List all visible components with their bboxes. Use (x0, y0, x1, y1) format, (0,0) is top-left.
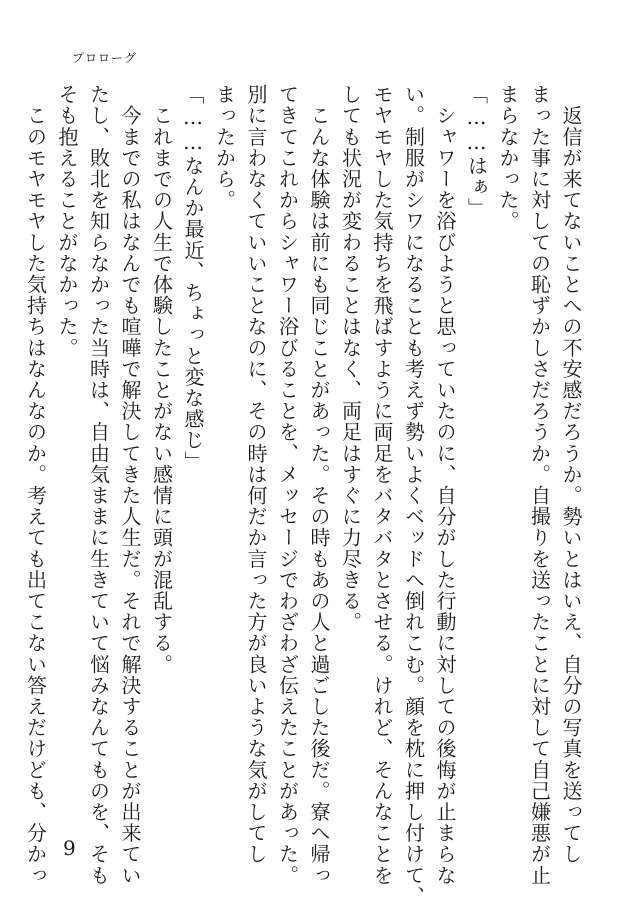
text-column: しても状況が変わることはなく、両足はすぐに力尽きる。 (338, 84, 363, 633)
text-column: これまでの人生で体験したことがない感情に頭が混乱する。 (149, 84, 174, 675)
text-column: たし、敗北を知らなかった当時は、自由気ままに生きていて悩みなんてものを、そも (86, 84, 111, 886)
text-column: シャワーを浴びようと思っていたのに、自分がした行動に対しての後悔が止まらな (433, 84, 457, 886)
text-column: モヤモヤした気持ちを飛ばすように両足をバタバタとさせる。けれど、そんなことを (370, 84, 394, 886)
vertical-body-text (23, 84, 586, 907)
page-number: 9 (63, 836, 76, 860)
text-column: 「……なんか最近、ちょっと変な感じ」 (181, 84, 205, 472)
running-head-title: プロローグ (72, 51, 138, 65)
text-column: そも抱えることがなかった。 (55, 84, 79, 359)
text-column: い。制服がシワになることも考えず勢いよくベッドへ倒れこむ。顔を枕に押し付けて、 (401, 84, 426, 907)
text-column: 返信が来てないことへの不安感だろうか。勢いとはいえ、自分の写真を送ってし (559, 84, 583, 865)
text-column: 別に言わなくていいことなのに、その時は何だか言った方が良いような気がしてし (244, 84, 268, 865)
text-column: まったから。 (212, 84, 237, 211)
text-column: こんな体験は前にも同じことがあった。その時もあの人と過ごした後だ。寮へ帰っ (307, 84, 331, 886)
text-column: まった事に対しての恥ずかしさだろうか。自撮りを送ったことに対して自己嫌悪が止 (527, 84, 552, 886)
text-column: 今までの私はなんでも喧嘩で解決してきた人生だ。それで解決することが出来てい (118, 84, 142, 886)
text-column: てきてこれからシャワー浴びることを、メッセージでわざわざ伝えたことがあった。 (275, 84, 300, 886)
text-column: このモヤモヤした気持ちはなんなのか。考えても出てこない答えだけども、分かっ (23, 84, 48, 886)
text-column: 「……はぁ」 (464, 84, 489, 219)
text-column: まらなかった。 (496, 84, 520, 232)
